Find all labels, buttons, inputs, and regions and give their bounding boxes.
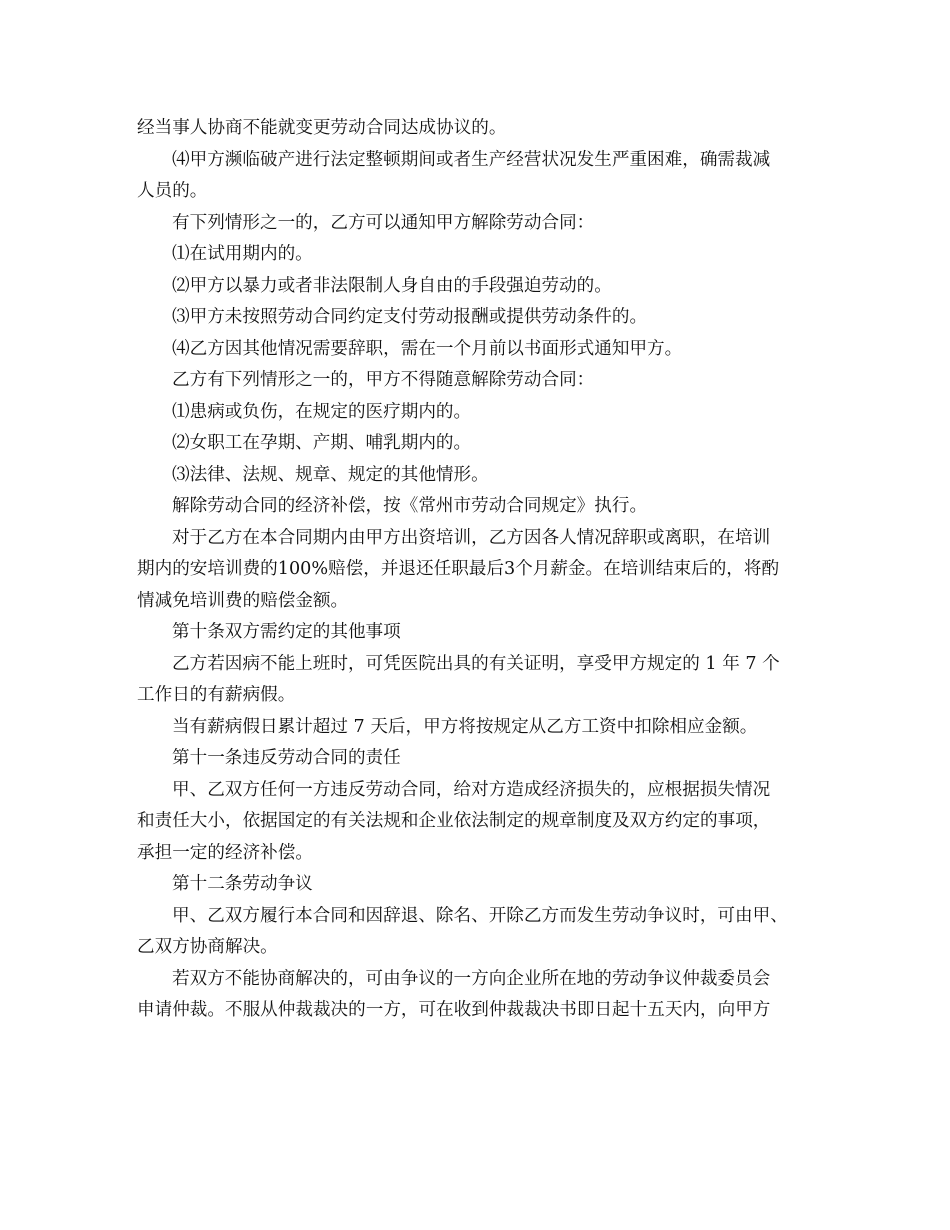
text-line: 若双方不能协商解决的，可由争议的一方向企业所在地的劳动争议仲裁委员会 [172,968,771,989]
text-line: ⑷甲方濒临破产进行法定整顿期间或者生产经营状况发生严重困难，确需裁减 [172,149,771,170]
text-line: 有下列情形之一的，乙方可以通知甲方解除劳动合同： [172,212,595,233]
text-line: 期内的安培训费的100%赔偿，并退还任职最后3个月薪金。在培训结束后的，将酌 [137,559,780,579]
text-line: 人员的。 [137,181,208,201]
text-line: 解除劳动合同的经济补偿，按《常州市劳动合同规定》执行。 [172,496,648,516]
text-line: ⑴在试用期内的。 [172,244,313,264]
text-line: ⑵女职工在孕期、产期、哺乳期内的。 [172,433,472,453]
text-line: 申请仲裁。不服从仲裁裁决的一方，可在收到仲裁裁决书即日起十五天内，向甲方 [137,1000,771,1020]
text-line: ⑶甲方未按照劳动合同约定支付劳动报酬或提供劳动条件的。 [172,307,648,327]
text-line: ⑷乙方因其他情况需要辞职，需在一个月前以书面形式通知甲方。 [172,338,683,359]
text-line: 工作日的有薪病假。 [137,685,296,705]
text-line: 第十二条劳动争议 [172,874,313,894]
text-line: 对于乙方在本合同期内由甲方出资培训，乙方因各人情况辞职或离职，在培训 [172,527,771,548]
text-line: 和责任大小，依据国定的有关法规和企业依法制定的规章制度及双方约定的事项， [137,811,771,831]
text-line: 乙方有下列情形之一的，甲方不得随意解除劳动合同： [172,370,595,390]
text-line: ⑴患病或负伤，在规定的医疗期内的。 [172,401,472,422]
text-line: ⑵甲方以暴力或者非法限制人身自由的手段强迫劳动的。 [172,275,612,296]
text-line: 甲、乙双方履行本合同和因辞退、除名、开除乙方而发生劳动争议时，可由甲、 [172,905,788,926]
text-line: 乙方若因病不能上班时，可凭医院出具的有关证明，享受甲方规定的 1 年 7 个 [172,653,780,674]
text-line: 承担一定的经济补偿。 [137,842,313,863]
text-line: 乙双方协商解决。 [137,937,278,957]
text-line: 经当事人协商不能就变更劳动合同达成协议的。 [137,118,507,138]
text-line: 甲、乙双方任何一方违反劳动合同，给对方造成经济损失的，应根据损失情况 [172,779,771,800]
text-line: ⑶法律、法规、规章、规定的其他情形。 [172,464,489,485]
document-body [137,113,827,1027]
text-line: 情减免培训费的赔偿金额。 [137,590,349,611]
text-line: 第十条双方需约定的其他事项 [172,622,401,642]
text-line: 第十一条违反劳动合同的责任 [172,748,401,768]
text-line: 当有薪病假日累计超过 7 天后，甲方将按规定从乙方工资中扣除相应金额。 [172,716,758,737]
